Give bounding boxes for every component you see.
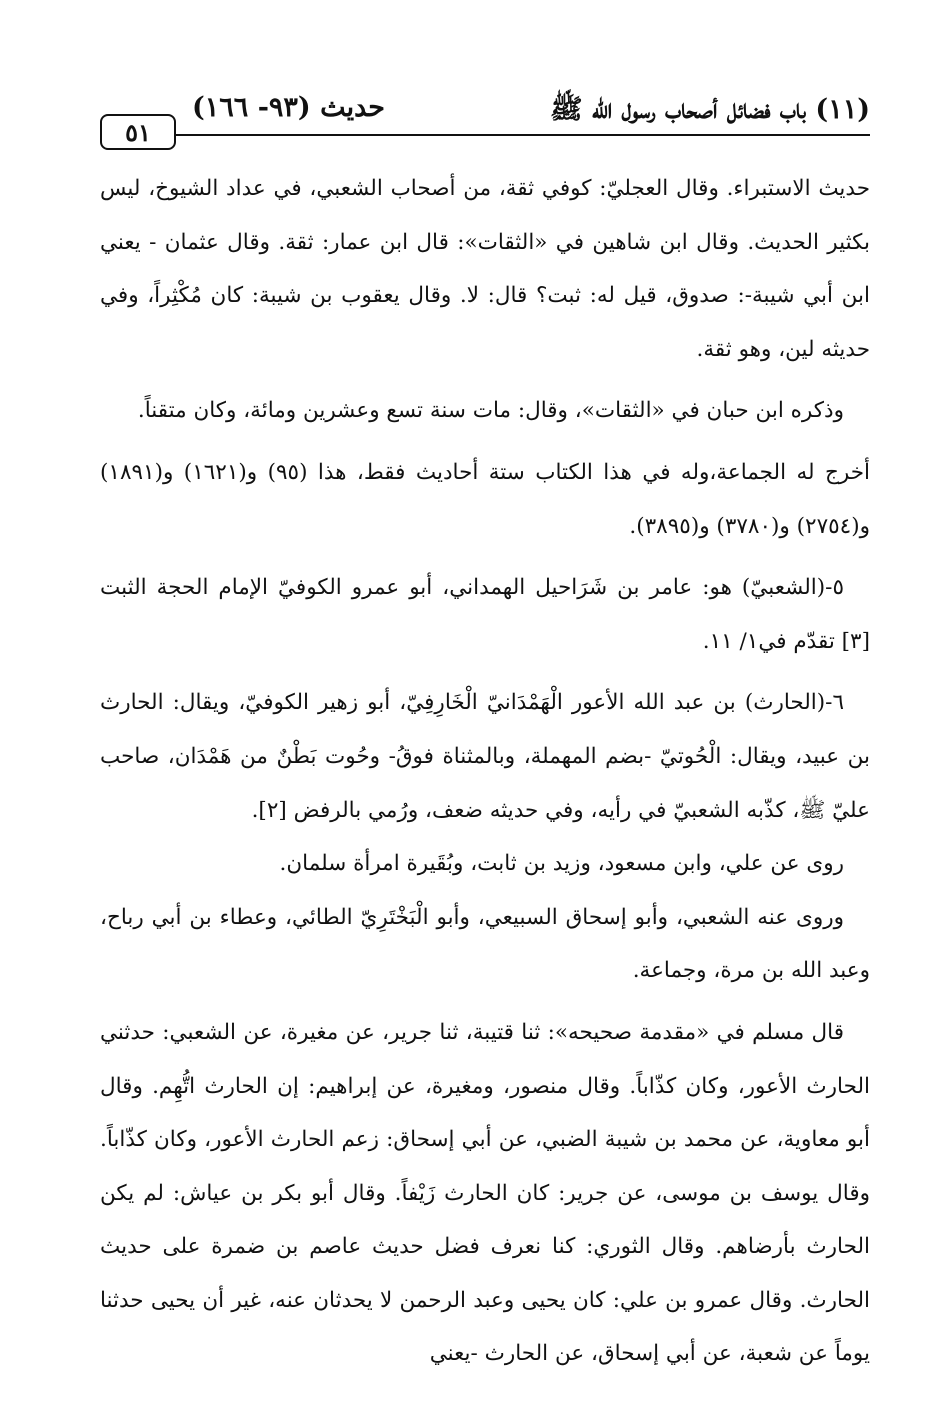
hadith-range: حديث (٩٣- ١٦٦) [192,92,385,123]
paragraph: ٦-(الحارث) بن عبد الله الأعور الْهَمْدَانيّ الْخَارِفِيّ، أبو زهير الكوفيّ، ويقال: الحارث بن عبيد، ويقال: الْحُوتيّ -بضم المهملة، وبالمثناة فوقُ- وحُوت بَطْنٌ من هَمْدَان، صاحب عليّ ﷺ، كذّبه الشعبيّ في رأيه، وفي حديثه ضعف، ورُمي بالرفض [٢]. [100,690,870,823]
paragraph: روى عن علي، وابن مسعود، وزيد بن ثابت، وبُقَيرة امرأة سلمان. [279,851,844,877]
header-divider [170,134,870,136]
paragraph: قال مسلم في «مقدمة صحيحه»: ثنا قتيبة، ثنا جرير، عن مغيرة، عن الشعبي: حدثني الحارث الأعور، وكان كذّاباً. وقال منصور، ومغيرة، عن إبراهيم: إن الحارث اتُّهِم. وقال أبو معاوية، عن محمد بن شيبة الضبي، عن أبي إسحاق: زعم الحارث الأعور، وكان كذّاباً. وقال يوسف بن موسى، عن جرير: كان الحارث زَيْفاً. وقال أبو بكر بن عياش: لم يكن الحارث بأرضاهم. وقال الثوري: كنا نعرف فضل حديث عاصم بن ضمرة على حديث الحارث. وقال عمرو بن علي: كان يحيى وعبد الرحمن لا يحدثان عنه، غير أن يحيى حدثنا يوماً عن شعبة، عن أبي إسحاق، عن الحارث -يعني [100,1019,870,1367]
chapter-title: (١١) باب فضائل أصحاب رسول الله ﷺ [549,94,870,125]
paragraph: وروى عنه الشعبي، وأبو إسحاق السبيعي، وأبو الْبَخْتَرِيّ الطائي، وعطاء بن أبي رباح، وعبد الله بن مرة، وجماعة. [100,904,870,984]
page-header [100,88,870,150]
paragraph: ٥-(الشعبيّ) هو: عامر بن شَرَاحيل الهمداني، أبو عمرو الكوفيّ الإمام الحجة الثبت [٣] تقدّم في١/ ١١. [100,575,870,654]
paragraph: وذكره ابن حبان في «الثقات»، وقال: مات سنة تسع وعشرين ومائة، وكان متقناً. [137,398,844,424]
paragraph: أخرج له الجماعة،وله في هذا الكتاب ستة أحاديث فقط، هذا (٩٥) و(١٦٢١) و(١٨٩١) و(٢٧٥٤) و(٣٧٨٠) و(٣٨٩٥). [100,459,870,539]
page-body [100,162,870,1381]
paragraph: حديث الاستبراء. وقال العجليّ: كوفي ثقة، من أصحاب الشعبي، في عداد الشيوخ، ليس بكثير الحديث. وقال ابن شاهين في «الثقات»: قال ابن عمار: ثقة. وقال عثمان - يعني ابن أبي شيبة-: صدوق، قيل له: ثبت؟ قال: لا. وقال يعقوب بن شيبة: كان مُكْثِراً، وفي حديثه لين، وهو ثقة. [100,176,870,362]
page-number: ٥١ [100,114,176,150]
